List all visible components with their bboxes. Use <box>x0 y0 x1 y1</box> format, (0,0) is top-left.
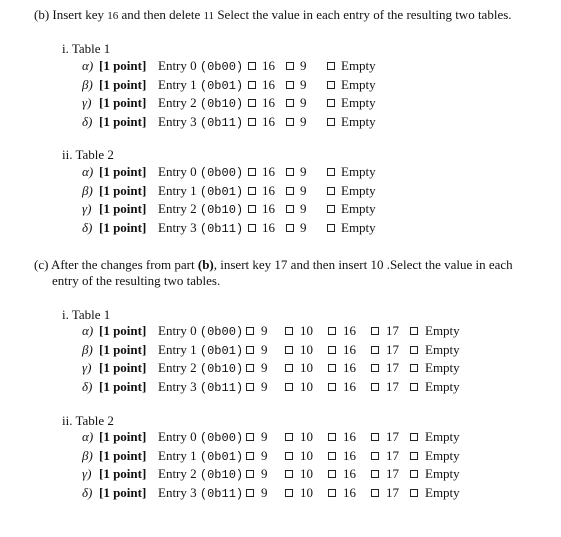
option-checkbox-10[interactable] <box>285 383 293 391</box>
points-label: [1 point] <box>99 341 147 357</box>
option-label: Empty <box>425 485 460 501</box>
option-checkbox-9[interactable] <box>286 118 294 126</box>
question-letter: δ) <box>82 220 93 236</box>
option-checkbox-9[interactable] <box>246 452 254 460</box>
part-c-table-1-label: i. Table 1 <box>62 307 111 322</box>
question-letter: α) <box>82 164 94 179</box>
option-checkbox-9[interactable] <box>286 81 294 89</box>
entry-name: Entry 2 <box>158 360 200 376</box>
option-checkbox-17[interactable] <box>371 327 379 335</box>
entry-label <box>158 95 243 112</box>
option-checkbox-empty[interactable] <box>410 470 418 478</box>
points-label: [1 point] <box>99 114 147 130</box>
points-label: [1 point] <box>99 360 147 376</box>
option-checkbox-empty[interactable] <box>327 168 335 176</box>
option-checkbox-10[interactable] <box>285 346 293 354</box>
part-c-prompt-ref: (b) <box>197 257 214 272</box>
part-b-table-2-label: ii. Table 2 <box>62 147 114 162</box>
entry-code: (0b10) <box>199 362 244 377</box>
option-label: 10 <box>300 485 313 501</box>
entry-name: Entry 1 <box>158 76 200 92</box>
option-checkbox-17[interactable] <box>371 383 379 391</box>
option-label: 17 <box>386 341 399 357</box>
option-checkbox-9[interactable] <box>246 346 254 354</box>
option-label: Empty <box>341 201 376 217</box>
option-checkbox-empty[interactable] <box>327 118 335 126</box>
option-label: Empty <box>425 429 460 444</box>
option-checkbox-16[interactable] <box>248 187 256 195</box>
part-c-prompt-mid: , insert key 17 and then insert 10 .Select the value in each <box>213 257 513 272</box>
question-letter: α) <box>82 323 94 338</box>
option-checkbox-16[interactable] <box>248 168 256 176</box>
option-checkbox-16[interactable] <box>328 489 336 497</box>
option-label: 9 <box>300 114 307 130</box>
option-checkbox-17[interactable] <box>371 470 379 478</box>
option-label: 9 <box>261 429 268 444</box>
option-checkbox-empty[interactable] <box>327 99 335 107</box>
points-label: [1 point] <box>99 485 147 501</box>
option-label: 16 <box>343 323 356 338</box>
option-label: 17 <box>386 485 399 501</box>
option-checkbox-empty[interactable] <box>410 489 418 497</box>
option-checkbox-10[interactable] <box>285 489 293 497</box>
entry-code: (0b00) <box>199 325 244 339</box>
part-b-key-delete: 11 <box>203 10 215 22</box>
option-label: 17 <box>386 323 399 338</box>
option-checkbox-16[interactable] <box>248 118 256 126</box>
option-label: Empty <box>425 379 460 395</box>
entry-name: Entry 0 <box>158 58 200 73</box>
option-checkbox-16[interactable] <box>328 452 336 460</box>
part-c-prompt-pre: (c) After the changes from part <box>34 257 198 272</box>
option-label: 10 <box>300 466 313 482</box>
entry-label <box>158 323 243 340</box>
option-checkbox-empty[interactable] <box>410 433 418 441</box>
option-label: 16 <box>262 114 275 130</box>
option-label: 10 <box>300 447 313 463</box>
option-label: 17 <box>386 466 399 482</box>
option-label: 10 <box>300 341 313 357</box>
option-checkbox-9[interactable] <box>246 327 254 335</box>
entry-label <box>158 220 243 237</box>
points-label: [1 point] <box>99 379 147 395</box>
option-checkbox-empty[interactable] <box>410 364 418 372</box>
entry-name: Entry 1 <box>158 447 200 463</box>
option-checkbox-16[interactable] <box>328 364 336 372</box>
option-label: 16 <box>343 379 356 395</box>
option-checkbox-9[interactable] <box>286 205 294 213</box>
option-label: 16 <box>262 182 275 198</box>
part-b-prompt-mid: and then delete <box>118 7 204 22</box>
option-label: 10 <box>300 360 313 376</box>
option-label: Empty <box>341 114 376 130</box>
entry-code: (0b10) <box>199 203 244 218</box>
option-label: 9 <box>300 220 307 236</box>
option-checkbox-9[interactable] <box>286 99 294 107</box>
entry-code: (0b01) <box>199 78 244 93</box>
part-c-prompt-line-2: entry of the resulting two tables. <box>52 273 221 288</box>
question-letter: δ) <box>82 114 93 130</box>
option-label: 16 <box>262 95 275 111</box>
entry-label <box>158 114 243 131</box>
part-c-prompt-line-1 <box>34 257 513 272</box>
option-label: 16 <box>343 485 356 501</box>
entry-code: (0b11) <box>199 116 244 131</box>
entry-code: (0b01) <box>199 449 244 464</box>
option-checkbox-empty[interactable] <box>410 452 418 460</box>
part-b-table-1-label: i. Table 1 <box>62 41 111 56</box>
option-checkbox-16[interactable] <box>248 62 256 70</box>
option-label: 16 <box>343 466 356 482</box>
question-letter: γ) <box>82 95 92 111</box>
entry-label <box>158 201 243 218</box>
entry-name: Entry 1 <box>158 341 200 357</box>
option-checkbox-16[interactable] <box>328 327 336 335</box>
option-checkbox-10[interactable] <box>285 364 293 372</box>
option-checkbox-9[interactable] <box>246 383 254 391</box>
part-c-table-2-label: ii. Table 2 <box>62 413 114 428</box>
points-label: [1 point] <box>99 323 147 338</box>
entry-code: (0b01) <box>199 184 244 199</box>
option-checkbox-17[interactable] <box>371 489 379 497</box>
question-letter: γ) <box>82 201 92 217</box>
entry-name: Entry 3 <box>158 485 200 501</box>
option-label: 10 <box>300 323 313 338</box>
option-label: 17 <box>386 360 399 376</box>
points-label: [1 point] <box>99 201 147 217</box>
option-label: Empty <box>341 220 376 236</box>
option-checkbox-16[interactable] <box>328 383 336 391</box>
entry-label <box>158 58 243 75</box>
part-b-prompt-post: Select the value in each entry of the resulting two tables. <box>214 7 512 22</box>
option-label: 16 <box>343 429 356 444</box>
points-label: [1 point] <box>99 76 147 92</box>
option-checkbox-9[interactable] <box>286 187 294 195</box>
question-letter: γ) <box>82 466 92 482</box>
option-label: Empty <box>341 76 376 92</box>
option-checkbox-9[interactable] <box>246 364 254 372</box>
option-checkbox-17[interactable] <box>371 346 379 354</box>
option-checkbox-16[interactable] <box>248 224 256 232</box>
question-letter: β) <box>82 341 93 357</box>
entry-name: Entry 2 <box>158 466 200 482</box>
option-checkbox-empty[interactable] <box>410 383 418 391</box>
option-label: 9 <box>300 201 307 217</box>
option-label: 16 <box>343 447 356 463</box>
question-letter: β) <box>82 182 93 198</box>
entry-label <box>158 485 243 502</box>
part-b-prompt <box>34 7 512 24</box>
option-checkbox-10[interactable] <box>285 470 293 478</box>
entry-code: (0b00) <box>199 166 244 180</box>
option-label: Empty <box>341 58 376 73</box>
option-checkbox-9[interactable] <box>286 168 294 176</box>
option-label: 16 <box>262 201 275 217</box>
option-label: 9 <box>261 360 268 376</box>
option-label: 17 <box>386 429 399 444</box>
option-checkbox-16[interactable] <box>248 205 256 213</box>
option-label: 9 <box>261 379 268 395</box>
option-checkbox-empty[interactable] <box>410 346 418 354</box>
option-label: 9 <box>261 485 268 501</box>
option-checkbox-9[interactable] <box>246 489 254 497</box>
entry-label <box>158 429 243 446</box>
option-label: Empty <box>341 164 376 179</box>
points-label: [1 point] <box>99 95 147 111</box>
option-label: 16 <box>262 220 275 236</box>
entry-name: Entry 0 <box>158 164 200 179</box>
option-label: Empty <box>341 182 376 198</box>
option-label: 9 <box>261 466 268 482</box>
option-checkbox-10[interactable] <box>285 327 293 335</box>
option-checkbox-17[interactable] <box>371 364 379 372</box>
option-checkbox-empty[interactable] <box>327 62 335 70</box>
entry-code: (0b00) <box>199 431 244 445</box>
option-label: Empty <box>425 447 460 463</box>
entry-label <box>158 360 243 377</box>
entry-code: (0b11) <box>199 222 244 237</box>
part-b-key-insert: 16 <box>107 10 119 22</box>
option-label: 9 <box>300 164 307 179</box>
entry-name: Entry 0 <box>158 323 200 338</box>
option-label: 9 <box>300 76 307 92</box>
points-label: [1 point] <box>99 58 147 73</box>
option-checkbox-16[interactable] <box>328 346 336 354</box>
entry-code: (0b10) <box>199 97 244 112</box>
option-checkbox-empty[interactable] <box>327 81 335 89</box>
option-label: 9 <box>261 447 268 463</box>
option-label: 10 <box>300 379 313 395</box>
option-label: 10 <box>300 429 313 444</box>
question-letter: γ) <box>82 360 92 376</box>
option-label: 17 <box>386 379 399 395</box>
option-label: Empty <box>425 323 460 338</box>
entry-code: (0b11) <box>199 381 244 396</box>
option-label: 9 <box>300 58 307 73</box>
entry-code: (0b01) <box>199 343 244 358</box>
entry-code: (0b10) <box>199 468 244 483</box>
option-label: Empty <box>425 466 460 482</box>
part-b-prompt-pre: (b) Insert key <box>34 7 108 22</box>
question-letter: δ) <box>82 379 93 395</box>
entry-name: Entry 2 <box>158 95 200 111</box>
option-label: 9 <box>300 182 307 198</box>
option-checkbox-9[interactable] <box>286 62 294 70</box>
option-checkbox-empty[interactable] <box>327 187 335 195</box>
option-label: Empty <box>425 360 460 376</box>
entry-label <box>158 183 243 200</box>
entry-name: Entry 3 <box>158 114 200 130</box>
question-letter: β) <box>82 447 93 463</box>
entry-label <box>158 379 243 396</box>
option-label: 16 <box>262 76 275 92</box>
option-label: 16 <box>262 164 275 179</box>
option-label: 16 <box>343 360 356 376</box>
option-checkbox-9[interactable] <box>246 433 254 441</box>
entry-name: Entry 2 <box>158 201 200 217</box>
entry-name: Entry 1 <box>158 182 200 198</box>
entry-name: Entry 3 <box>158 379 200 395</box>
option-checkbox-16[interactable] <box>248 99 256 107</box>
option-label: 16 <box>262 58 275 73</box>
entry-label <box>158 77 243 94</box>
option-checkbox-9[interactable] <box>246 470 254 478</box>
question-letter: α) <box>82 58 94 73</box>
entry-label <box>158 448 243 465</box>
option-label: 9 <box>261 323 268 338</box>
points-label: [1 point] <box>99 466 147 482</box>
points-label: [1 point] <box>99 447 147 463</box>
option-checkbox-9[interactable] <box>286 224 294 232</box>
question-letter: δ) <box>82 485 93 501</box>
points-label: [1 point] <box>99 164 147 179</box>
option-checkbox-17[interactable] <box>371 452 379 460</box>
option-checkbox-17[interactable] <box>371 433 379 441</box>
option-checkbox-empty[interactable] <box>410 327 418 335</box>
points-label: [1 point] <box>99 429 147 444</box>
option-checkbox-10[interactable] <box>285 433 293 441</box>
option-checkbox-16[interactable] <box>328 470 336 478</box>
entry-code: (0b11) <box>199 487 244 502</box>
entry-label <box>158 342 243 359</box>
option-checkbox-16[interactable] <box>248 81 256 89</box>
option-checkbox-10[interactable] <box>285 452 293 460</box>
option-checkbox-empty[interactable] <box>327 224 335 232</box>
question-letter: α) <box>82 429 94 444</box>
option-label: 16 <box>343 341 356 357</box>
option-label: 17 <box>386 447 399 463</box>
points-label: [1 point] <box>99 220 147 236</box>
option-label: Empty <box>425 341 460 357</box>
option-label: 9 <box>261 341 268 357</box>
option-checkbox-16[interactable] <box>328 433 336 441</box>
question-letter: β) <box>82 76 93 92</box>
entry-code: (0b00) <box>199 60 244 74</box>
entry-label <box>158 164 243 181</box>
entry-name: Entry 3 <box>158 220 200 236</box>
entry-label <box>158 466 243 483</box>
points-label: [1 point] <box>99 182 147 198</box>
entry-name: Entry 0 <box>158 429 200 444</box>
option-label: Empty <box>341 95 376 111</box>
option-checkbox-empty[interactable] <box>327 205 335 213</box>
option-label: 9 <box>300 95 307 111</box>
